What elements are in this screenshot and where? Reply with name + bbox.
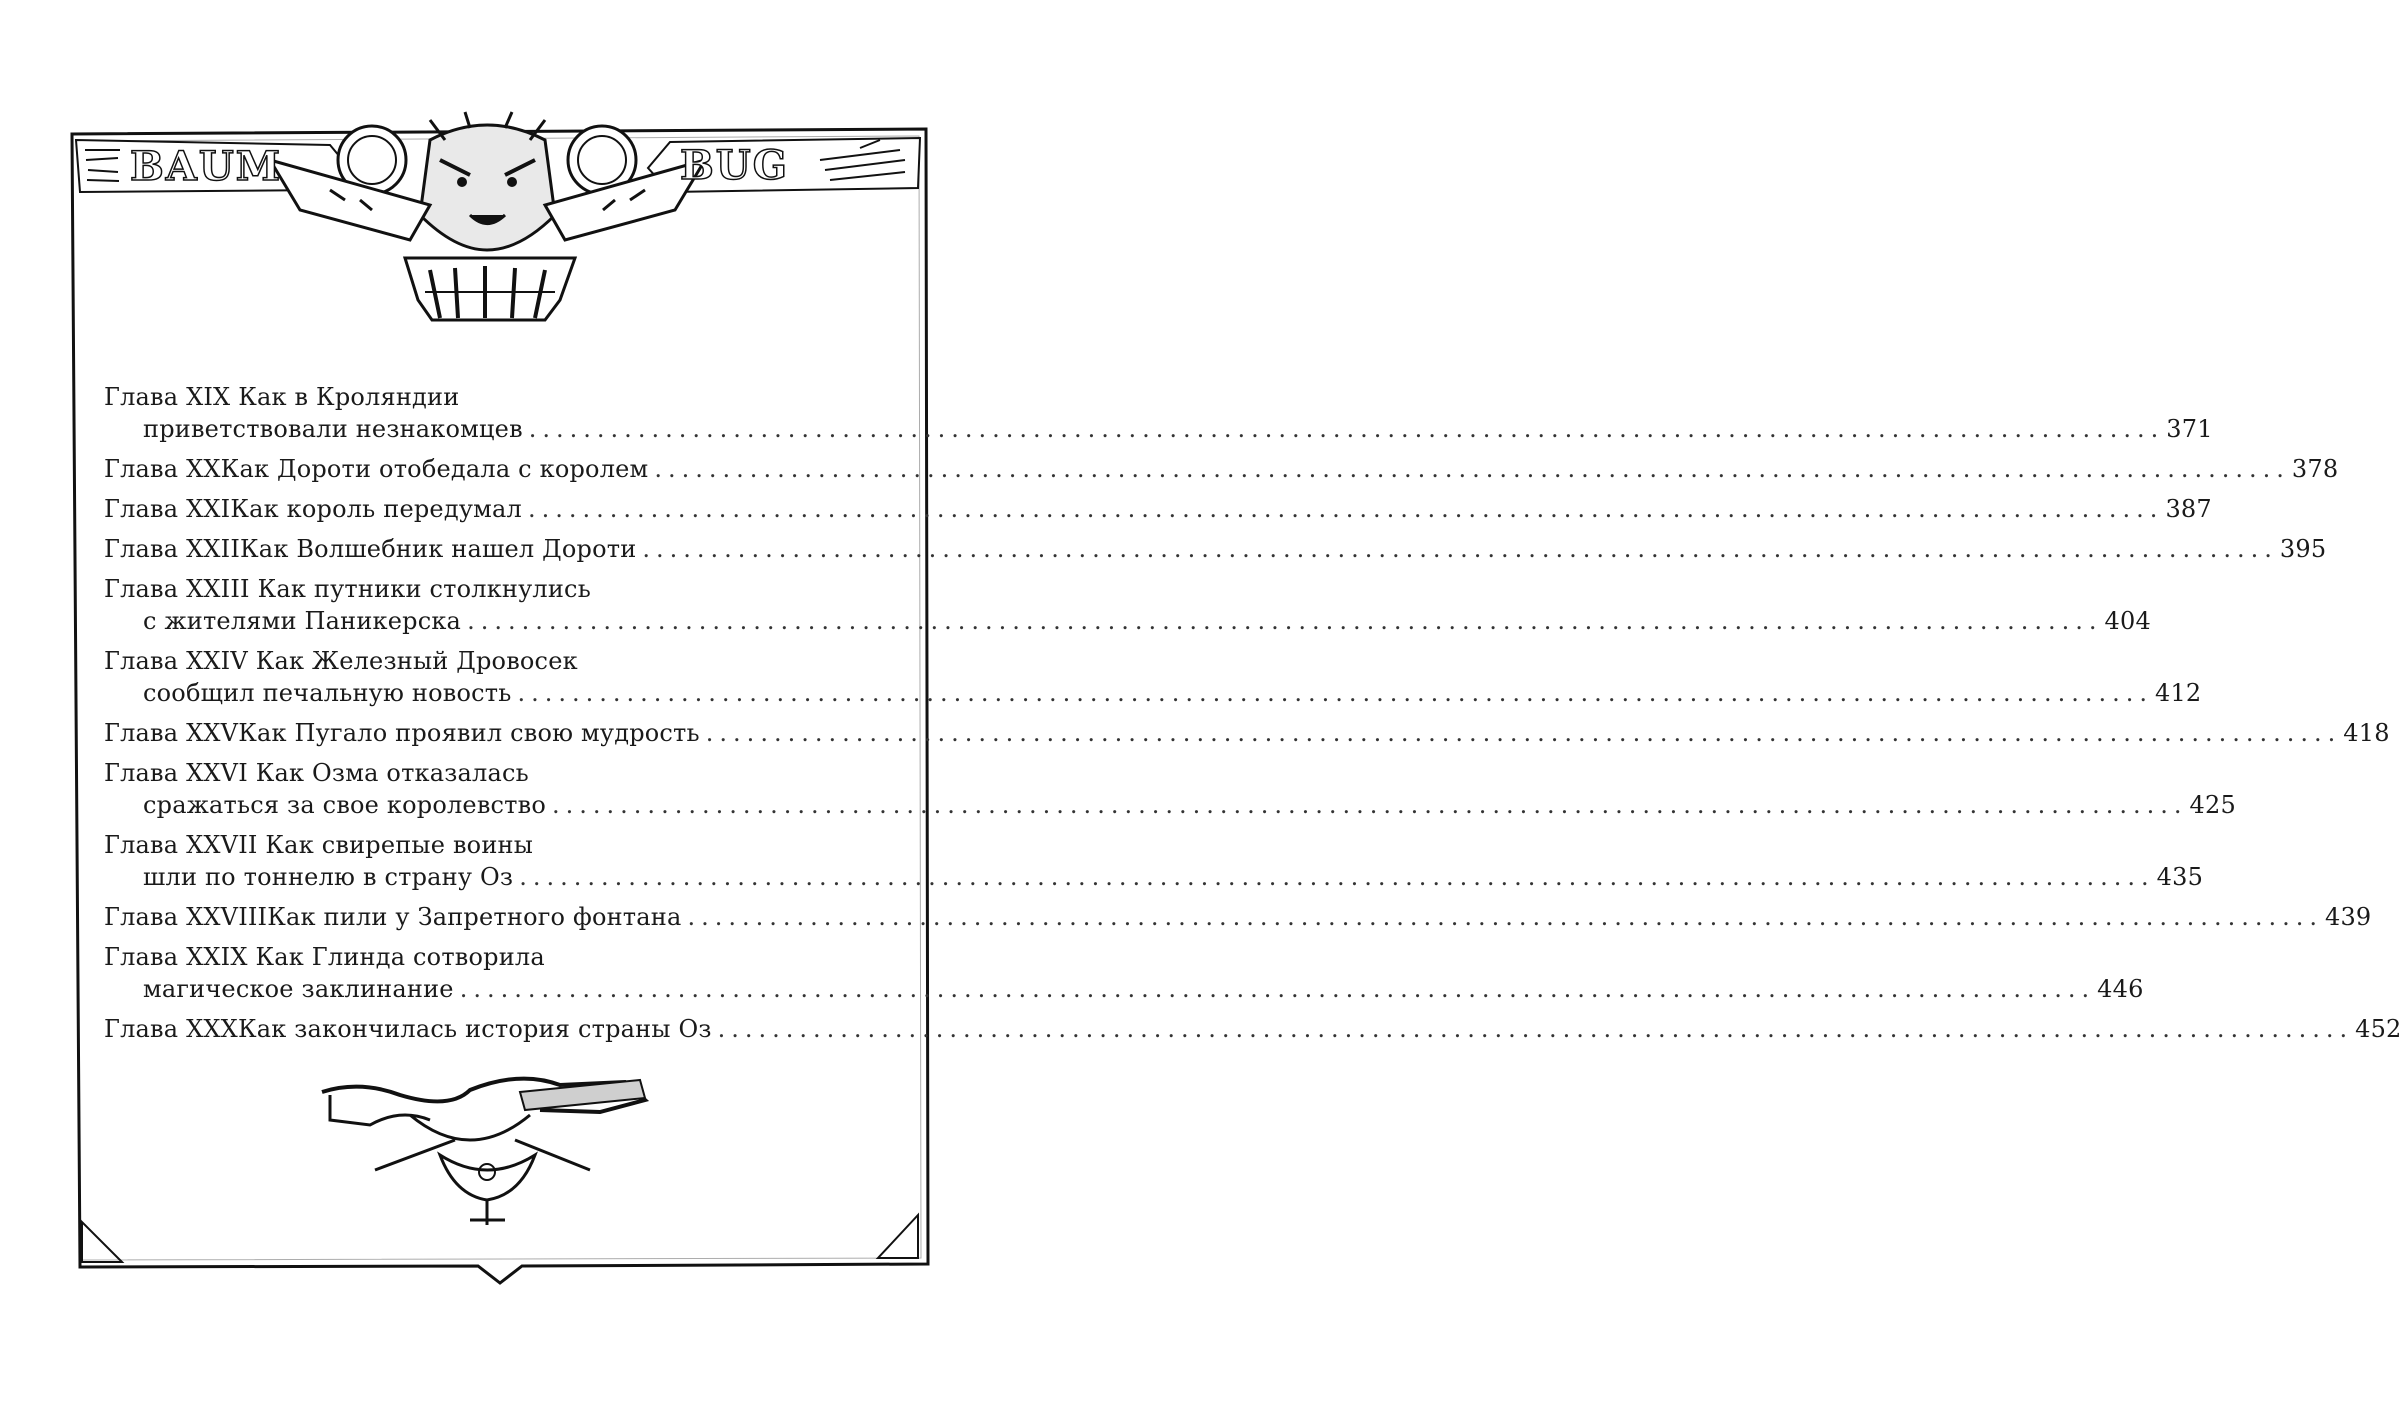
toc-line-with-page	[104, 413, 2213, 445]
toc-leader-dots: ........................................................................................................................	[552, 791, 2188, 819]
toc-entry[interactable]	[104, 941, 2144, 1005]
toc-title-line: Как свирепые воины	[265, 831, 534, 859]
toc-line-with-page	[104, 605, 2151, 637]
toc-line-with-page	[104, 677, 2202, 709]
toc-leader-dots: ........................................................................................................................	[687, 903, 2323, 931]
toc-line-with-page	[104, 861, 2204, 893]
toc-title-line: Как король передумал	[230, 495, 522, 523]
toc-line	[104, 829, 850, 861]
toc-page-number: 395	[2279, 535, 2327, 563]
toc-entry[interactable]	[104, 573, 2151, 637]
toc-page-number: 378	[2291, 455, 2339, 483]
toc-entry[interactable]	[104, 453, 2339, 485]
toc-leader-dots: ........................................................................................................................	[467, 607, 2103, 635]
toc-title-line: Как в Кроляндии	[238, 383, 460, 411]
toc-chapter-number: Глава XIX	[104, 383, 231, 411]
toc-title-line: Как Железный Дровосек	[255, 647, 578, 675]
toc-title-line: Как путники столкнулись	[257, 575, 591, 603]
toc-chapter-number: Глава XXIII	[104, 575, 250, 603]
toc-page-number: 452	[2355, 1015, 2402, 1043]
header-lettering-right: BUG	[680, 142, 789, 189]
toc-title-line: сообщил печальную новость	[143, 679, 512, 707]
toc-entry[interactable]	[104, 757, 2236, 821]
toc-line-with-page	[104, 1013, 2402, 1045]
toc-chapter-number: Глава XXVII	[104, 831, 258, 859]
toc-line-with-page	[104, 493, 2212, 525]
toc-title-line: Как закончилась история страны Оз	[237, 1015, 712, 1043]
toc-title-line: магическое заклинание	[143, 975, 454, 1003]
toc-entry[interactable]	[104, 645, 2202, 709]
toc-line-with-page	[104, 973, 2144, 1005]
toc-page-number: 371	[2166, 415, 2213, 443]
toc-page-number: 425	[2189, 791, 2236, 819]
header-lettering-left: BAUM	[130, 143, 283, 190]
toc-entry[interactable]	[104, 717, 2390, 749]
corner-ornament-left	[82, 1222, 122, 1262]
toc-title-line: Как Волшебник нашел Дороти	[240, 535, 637, 563]
toc-line	[104, 381, 850, 413]
toc-chapter-number: Глава XXI	[104, 495, 231, 523]
toc-line	[104, 573, 850, 605]
toc-chapter-number: Глава XXII	[104, 535, 241, 563]
toc-entry[interactable]	[104, 381, 2213, 445]
toc-entry[interactable]	[104, 901, 2372, 933]
toc-leader-dots: ........................................................................................................................	[654, 455, 2290, 483]
toc-title-line: приветствовали незнакомцев	[143, 415, 523, 443]
table-of-contents	[104, 381, 2402, 1053]
toc-leader-dots: ........................................................................................................................	[519, 863, 2155, 891]
toc-leader-dots: ........................................................................................................................	[527, 495, 2164, 523]
toc-chapter-number: Глава XXIV	[104, 647, 248, 675]
toc-page-number: 418	[2343, 719, 2390, 747]
toc-line-with-page	[104, 533, 2327, 565]
toc-entry[interactable]	[104, 493, 2212, 525]
toc-page-number: 412	[2154, 679, 2202, 707]
toc-chapter-number: Глава XXX	[104, 1015, 238, 1043]
bottom-ornament-illustration	[322, 1079, 645, 1225]
toc-title-line: шли по тоннелю в страну Оз	[143, 863, 514, 891]
toc-title-line: сражаться за свое королевство	[143, 791, 547, 819]
toc-page-number: 404	[2104, 607, 2151, 635]
toc-line-with-page	[104, 717, 2390, 749]
toc-line	[104, 645, 850, 677]
toc-title-line: с жителями Паникерска	[143, 607, 462, 635]
toc-line-with-page	[104, 453, 2339, 485]
toc-line	[104, 757, 850, 789]
toc-line	[104, 941, 850, 973]
toc-page-number: 439	[2324, 903, 2372, 931]
corner-ornament-right	[878, 1215, 918, 1258]
toc-leader-dots: ........................................................................................................................	[642, 535, 2278, 563]
toc-page-number: 446	[2097, 975, 2144, 1003]
toc-leader-dots: ........................................................................................................................	[517, 679, 2153, 707]
toc-title-line: Как Глинда сотворила	[255, 943, 545, 971]
toc-title-line: Как пили у Запретного фонтана	[267, 903, 682, 931]
toc-chapter-number: Глава XXVI	[104, 759, 248, 787]
toc-entry[interactable]	[104, 829, 2204, 893]
toc-line-with-page	[104, 901, 2372, 933]
toc-title-line: Как Озма отказалась	[255, 759, 529, 787]
toc-entry[interactable]	[104, 533, 2327, 565]
toc-leader-dots: ........................................................................................................................	[705, 719, 2342, 747]
toc-chapter-number: Глава XX	[104, 455, 221, 483]
toc-leader-dots: ........................................................................................................................	[528, 415, 2165, 443]
toc-leader-dots: ........................................................................................................................	[459, 975, 2096, 1003]
toc-title-line: Как Пугало проявил свою мудрость	[238, 719, 700, 747]
toc-page-number: 435	[2156, 863, 2204, 891]
toc-page-number: 387	[2165, 495, 2212, 523]
toc-chapter-number: Глава XXVIII	[104, 903, 268, 931]
toc-entry[interactable]	[104, 1013, 2402, 1045]
toc-leader-dots: ........................................................................................................................	[717, 1015, 2354, 1043]
toc-line-with-page	[104, 789, 2236, 821]
toc-title-line: Как Дороти отобедала с королем	[220, 455, 649, 483]
toc-chapter-number: Глава XXV	[104, 719, 239, 747]
toc-chapter-number: Глава XXIX	[104, 943, 248, 971]
